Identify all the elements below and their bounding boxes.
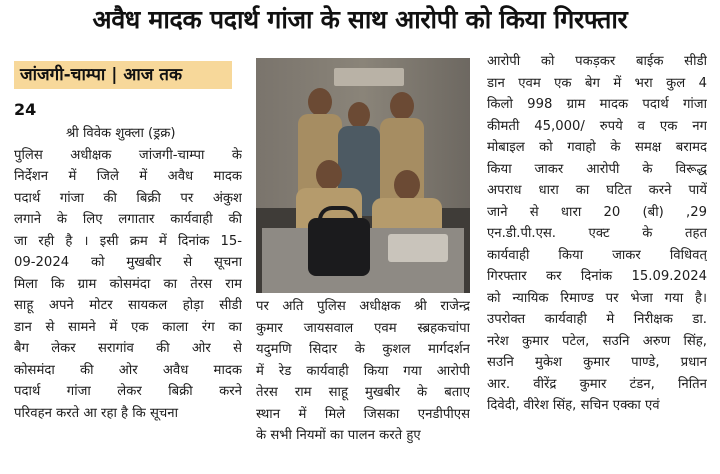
article-line: अपराध धारा का घटित करने पायें bbox=[487, 183, 707, 198]
article-line: किलो 998 ग्राम मादक पदार्थ गांजा bbox=[487, 97, 707, 112]
article-line: बैग लेकर सरागांव की ओर से bbox=[14, 341, 242, 356]
dateline: जांजगी-चाम्पा | आज तक bbox=[14, 61, 232, 89]
article-line: उपरोक्त कार्यवाही मे निरीक्षक डा. bbox=[487, 312, 707, 327]
article-column-2 bbox=[256, 296, 470, 447]
article-line: पदार्थ गांजा की बिक्री पर अंकुश bbox=[14, 190, 242, 206]
article-line: निर्देशन में जिले में अवैध मादक bbox=[14, 169, 242, 184]
article-line: परिवहन करते आ रहा है कि सूचना bbox=[14, 405, 179, 421]
article-line: जा रही है । इसी क्रम में दिनांक 15- bbox=[14, 233, 242, 249]
article-line: कुमार जायसवाल एवम स्ब्रहकचांपा bbox=[256, 320, 470, 336]
article-line: यदुमणि सिदार के कुशल मार्गदर्शन bbox=[256, 342, 470, 357]
seized-packet bbox=[388, 234, 448, 262]
article-line: के सभी नियमों का पालन करते हुए bbox=[256, 428, 421, 443]
article-line: कीमती 45,000/ रुपये व एक नग bbox=[487, 118, 707, 134]
article-line: पदार्थ गांजा लेकर बिक्री करने bbox=[14, 384, 242, 399]
article-line: गिरफ्तार कर दिनांक 15.09.2024 bbox=[487, 269, 707, 284]
article-line: डान से सामने में एक काला रंग का bbox=[14, 319, 242, 335]
article-line: 09-2024 को मुखबीर से सूचना bbox=[14, 255, 242, 270]
article-line: मोबाइल को गवाहो के समक्ष बरामद bbox=[487, 140, 707, 155]
article-line: पुलिस अधीक्षक जांजगी-चाम्पा के bbox=[14, 147, 242, 163]
article-line: में रेड कार्यवाही किया गया आरोपी bbox=[256, 363, 470, 379]
news-photo bbox=[256, 58, 470, 293]
headline: अवैध मादक पदार्थ गांजा के साथ आरोपी को किया गिरफ्तार bbox=[92, 5, 628, 34]
article-line: एन.डी.पी.एस. एक्ट के तहत bbox=[487, 226, 707, 241]
day-number: 24 bbox=[14, 100, 37, 119]
article-line: मिला कि ग्राम कोसमंदा का तेरस राम bbox=[14, 276, 242, 292]
article-line: आरोपी को पकड़कर बाईक सीडी bbox=[487, 54, 707, 69]
article-line: श्री विवेक शुक्ला (ड्रक्र) bbox=[66, 126, 176, 141]
article-line: आर. वीरेंद्र कुमार टंडन, नितिन bbox=[487, 376, 707, 392]
article-line: को न्यायिक रिमाण्ड पर भेजा गया है। bbox=[487, 290, 707, 306]
article-line: साहू अपने मोटर सायकल होड़ा सीडी bbox=[14, 298, 242, 313]
seized-bag bbox=[308, 218, 370, 276]
article-line: कोसमंदा की ओर अवैध मादक bbox=[14, 362, 242, 378]
article-line: नरेश कुमार पटेल, सउनि अरुण सिंह, bbox=[487, 333, 707, 349]
photo-wall-sign bbox=[334, 68, 404, 86]
article-line: पर अति पुलिस अधीक्षक श्री राजेन्द्र bbox=[256, 299, 470, 314]
article-line: किया जाकर आरोपी के विरूद्ध bbox=[487, 161, 707, 177]
article-line: स्थान में मिले जिसका एनडीपीएस bbox=[256, 406, 470, 422]
article-line: तेरस राम साहू मुखबीर के बताए bbox=[256, 385, 470, 400]
article-column-1 bbox=[14, 123, 242, 424]
article-line: डान एवम एक बेग में भरा कुल 4 bbox=[487, 75, 707, 91]
article-line: कार्यवाही किया जाकर विधिवत् bbox=[487, 247, 707, 263]
article-line: लगाने के लिए लगातार कार्यवाही की bbox=[14, 212, 242, 227]
article-line: जाने से धारा 20 (बी) ,29 bbox=[487, 204, 707, 220]
article-line: सउनि मुकेश कुमार पाण्डे, प्रधान bbox=[487, 355, 707, 370]
article-column-3 bbox=[487, 51, 707, 417]
article-line: दिवेदी, वीरेश सिंह, सचिन एक्का एवं bbox=[487, 398, 660, 413]
